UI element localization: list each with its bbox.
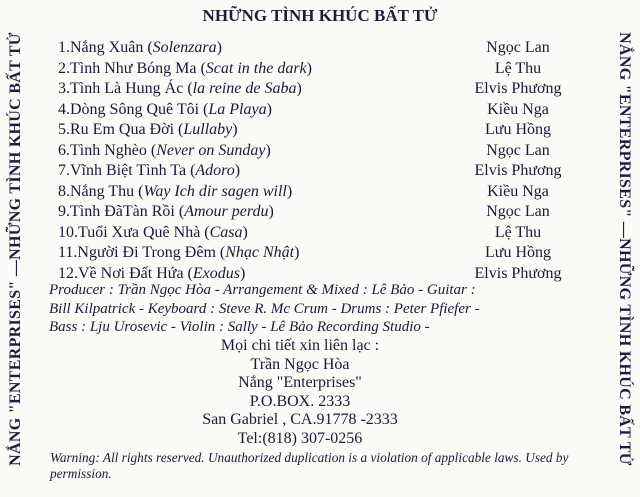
contact-line: P.O.BOX. 2333	[249, 392, 351, 410]
copyright-warning: Warning: All rights reserved. Unauthorized duplication is a violation of applicable laws. Used by permission.	[50, 450, 569, 481]
track-title: Tình ĐãTàn Rồi	[70, 203, 175, 220]
track-title: Tình Là Hung Ác	[70, 80, 184, 97]
track-number: 8.	[58, 182, 70, 200]
track-row	[58, 182, 578, 203]
track-number: 9.	[58, 203, 70, 220]
track-original: Solenzara	[152, 39, 217, 56]
track-artist: Ngọc Lan	[486, 203, 550, 220]
track-song: 12.Về Nơi Đất Hứa (Exodus)	[58, 264, 246, 282]
track-row	[58, 79, 578, 100]
track-list	[58, 38, 578, 284]
track-title: Tình Như Bóng Ma	[70, 59, 197, 77]
track-number: 7.	[58, 162, 70, 179]
track-number: 11.	[58, 244, 78, 261]
track-number: 10.	[58, 223, 78, 241]
contact-line: Nắng "Enterprises"	[238, 374, 362, 391]
contact-line: Trần Ngọc Hòa	[250, 355, 350, 373]
track-title: Về Nơi Đất Hứa	[78, 264, 184, 282]
track-number: 1.	[58, 39, 70, 56]
track-artist: Kiều Nga	[487, 182, 549, 200]
track-row	[58, 120, 578, 141]
track-artist: Lệ Thu	[494, 223, 542, 241]
track-title: Dòng Sông Quê Tôi	[70, 100, 200, 118]
credits-line: Producer : Trần Ngọc Hòa - Arrangement & Mixed : Lê Bảo - Guitar :	[49, 282, 476, 298]
track-artist: Ngọc Lan	[486, 141, 550, 159]
track-artist: Kiều Nga	[487, 100, 549, 118]
track-original: Never on Sunday	[156, 141, 266, 159]
contact-line: Mọi chi tiết xin liên lạc :	[220, 337, 380, 354]
track-title: Nắng Xuân	[70, 39, 144, 56]
track-row	[58, 38, 578, 59]
track-artist: Lệ Thu	[494, 59, 542, 77]
track-original: Adoro	[195, 162, 235, 179]
track-song: 9.Tình ĐãTàn Rồi (Amour perdu)	[58, 203, 274, 220]
credits-line: Bill Kilpatrick - Keyboard : Steve R. Mc Crum - Drums : Peter Pfiefer -	[49, 300, 480, 317]
track-original: Scat in the dark	[205, 59, 307, 77]
track-number: 4.	[58, 100, 70, 118]
contact-info	[190, 337, 410, 448]
credits	[49, 281, 609, 337]
track-artist: Elvis Phương	[474, 264, 562, 282]
contact-line: San Gabriel , CA.91778 -2333	[202, 411, 398, 428]
track-title: Tuổi Xưa Quê Nhà	[78, 223, 201, 241]
track-number: 5.	[58, 121, 70, 138]
track-number: 6.	[58, 141, 70, 159]
track-song: 3.Tình Là Hung Ác (la reine de Saba)	[58, 80, 302, 97]
track-artist: Ngọc Lan	[486, 39, 550, 56]
spine-left	[0, 0, 32, 497]
track-row	[58, 202, 578, 223]
track-title: Nắng Thu	[70, 182, 135, 200]
track-song: 10.Tuổi Xưa Quê Nhà (Casa)	[58, 223, 248, 241]
track-original: Nhạc Nhật	[225, 244, 295, 261]
track-artist: Lưu Hồng	[485, 244, 551, 261]
track-title: Người Đi Trong Đêm	[77, 244, 216, 261]
track-original: Lullaby	[183, 121, 233, 138]
spine-left-text: NẮNG "ENTERPRISES" —NHỮNG TÌNH KHÚC BẤT TỬ	[7, 31, 25, 466]
track-song: 6.Tình Nghèo (Never on Sunday)	[58, 141, 271, 159]
track-song: 7.Vĩnh Biệt Tình Ta (Adoro)	[58, 162, 241, 179]
track-original: Exodus	[192, 264, 240, 282]
track-song: 8.Nắng Thu (Way Ich dir sagen will)	[58, 182, 293, 200]
track-number: 2.	[58, 59, 70, 77]
track-artist: Lưu Hồng	[485, 121, 551, 138]
track-song: 2.Tình Như Bóng Ma (Scat in the dark)	[58, 59, 312, 77]
spine-right-text: NẮNG "ENTERPRISES" —NHỮNG TÌNH KHÚC BẤT TỬ	[616, 31, 634, 466]
track-original: Casa	[209, 223, 243, 241]
track-number: 12.	[58, 264, 78, 282]
track-original: la reine de Saba	[192, 80, 297, 97]
credits-line: Bass : Lju Urosevic - Violin : Sally - Lê Bảo Recording Studio -	[49, 319, 430, 335]
track-row	[58, 141, 578, 162]
track-row	[58, 223, 578, 244]
track-row	[58, 243, 578, 264]
track-song: 1.Nắng Xuân (Solenzara)	[58, 39, 222, 56]
track-row	[58, 59, 578, 80]
track-song: 11.Người Đi Trong Đêm (Nhạc Nhật)	[58, 244, 300, 261]
track-song: 4.Dòng Sông Quê Tôi (La Playa)	[58, 100, 272, 118]
track-original: Amour perdu	[184, 203, 269, 220]
track-row	[58, 161, 578, 182]
track-artist: Elvis Phương	[474, 80, 562, 97]
spine-right	[608, 0, 640, 497]
track-artist: Elvis Phương	[474, 162, 562, 179]
track-number: 3.	[58, 80, 70, 97]
track-song: 5.Ru Em Qua Đời (Lullaby)	[58, 121, 238, 138]
track-original: La Playa	[208, 100, 267, 118]
track-title: Ru Em Qua Đời	[70, 121, 175, 138]
track-title: Tình Nghèo	[70, 141, 147, 159]
track-original: Way Ich dir sagen will	[143, 182, 287, 200]
contact-line: Tel:(818) 307-0256	[237, 429, 363, 447]
track-row	[58, 100, 578, 121]
album-title: NHỮNG TÌNH KHÚC BẤT TỬ	[202, 6, 438, 25]
track-title: Vĩnh Biệt Tình Ta	[70, 162, 187, 179]
